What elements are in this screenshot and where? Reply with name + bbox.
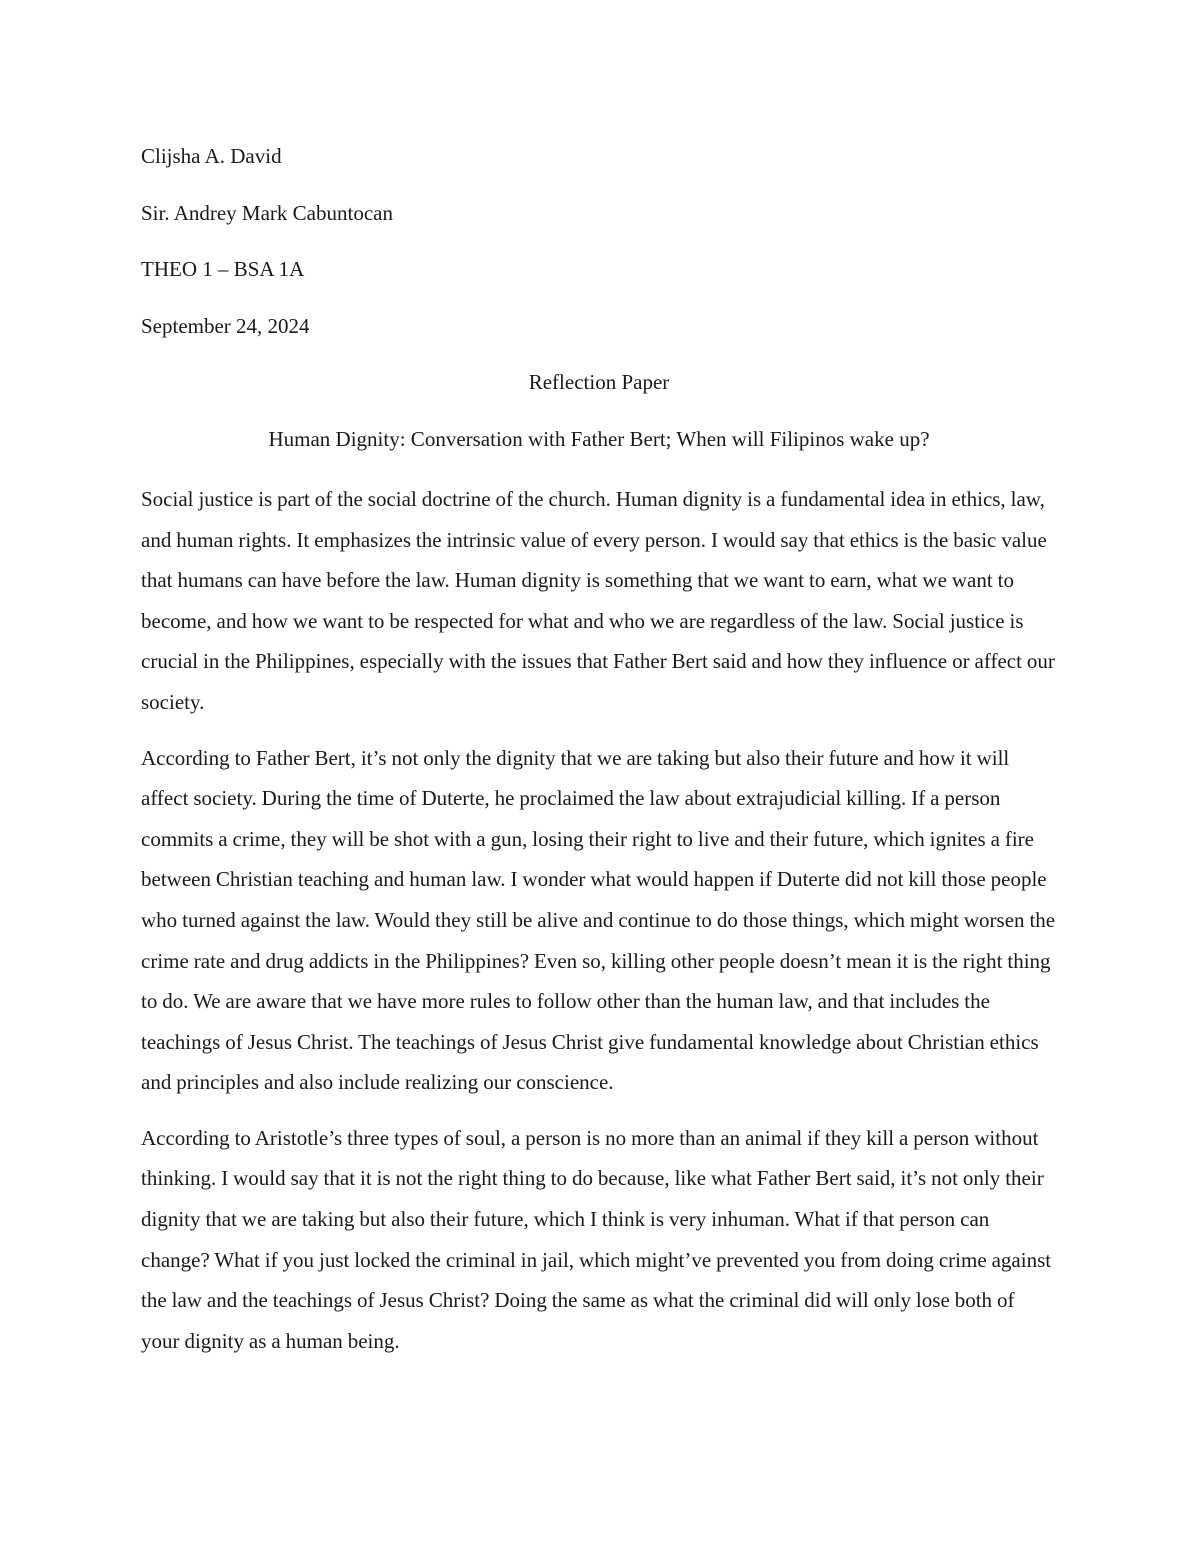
paper-title: Reflection Paper (528, 370, 670, 395)
course-line: THEO 1 – BSA 1A (141, 257, 305, 282)
date-line: September 24, 2024 (141, 313, 310, 338)
body-paragraph-1: Social justice is part of the social doctrine of the church. Human dignity is a fundamental idea in ethics, law, and human rights. It emphasizes the intrinsic value of every person. I would say that ethics is the basic value that humans can have before the law. Human dignity is something that we want to earn, what we want to become, and how we want to be respected for what and who we are regardless of the law. Social justice is crucial in the Philippines, especially with the issues that Father Bert said and how they influence or affect our society. (141, 486, 1055, 714)
paper-subtitle: Human Dignity: Conversation with Father Bert; When will Filipinos wake up? (268, 426, 930, 451)
body-paragraph-3: According to Aristotle’s three types of soul, a person is no more than an animal if they kill a person without thinking. I would say that it is not the right thing to do because, like what Father Bert said, it’s not only their dignity that we are taking but also their future, which I think is very inhuman. What if that person can change? What if you just locked the criminal in jail, which might’ve prevented you from doing crime against the law and the teachings of Jesus Christ? Doing the same as what the criminal did will only lose both of your dignity as a human being. (141, 1125, 1052, 1353)
document-content (141, 140, 1057, 1376)
body-paragraph-2: According to Father Bert, it’s not only the dignity that we are taking but also their future and how it will affect society. During the time of Duterte, he proclaimed the law about extrajudicial killing. If a person commits a crime, they will be shot with a gun, losing their right to live and their future, which ignites a fire between Christian teaching and human law. I wonder what would happen if Duterte did not kill those people who turned against the law. Would they still be alive and continue to do those things, which might worsen the crime rate and drug addicts in the Philippines? Even so, killing other people doesn’t mean it is the right thing to do. We are aware that we have more rules to follow other than the human law, and that includes the teachings of Jesus Christ. The teachings of Jesus Christ give fundamental knowledge about Christian ethics and principles and also include realizing our conscience. (141, 745, 1056, 1095)
student-name: Clijsha A. David (141, 144, 282, 168)
instructor-name: Sir. Andrey Mark Cabuntocan (141, 200, 393, 225)
